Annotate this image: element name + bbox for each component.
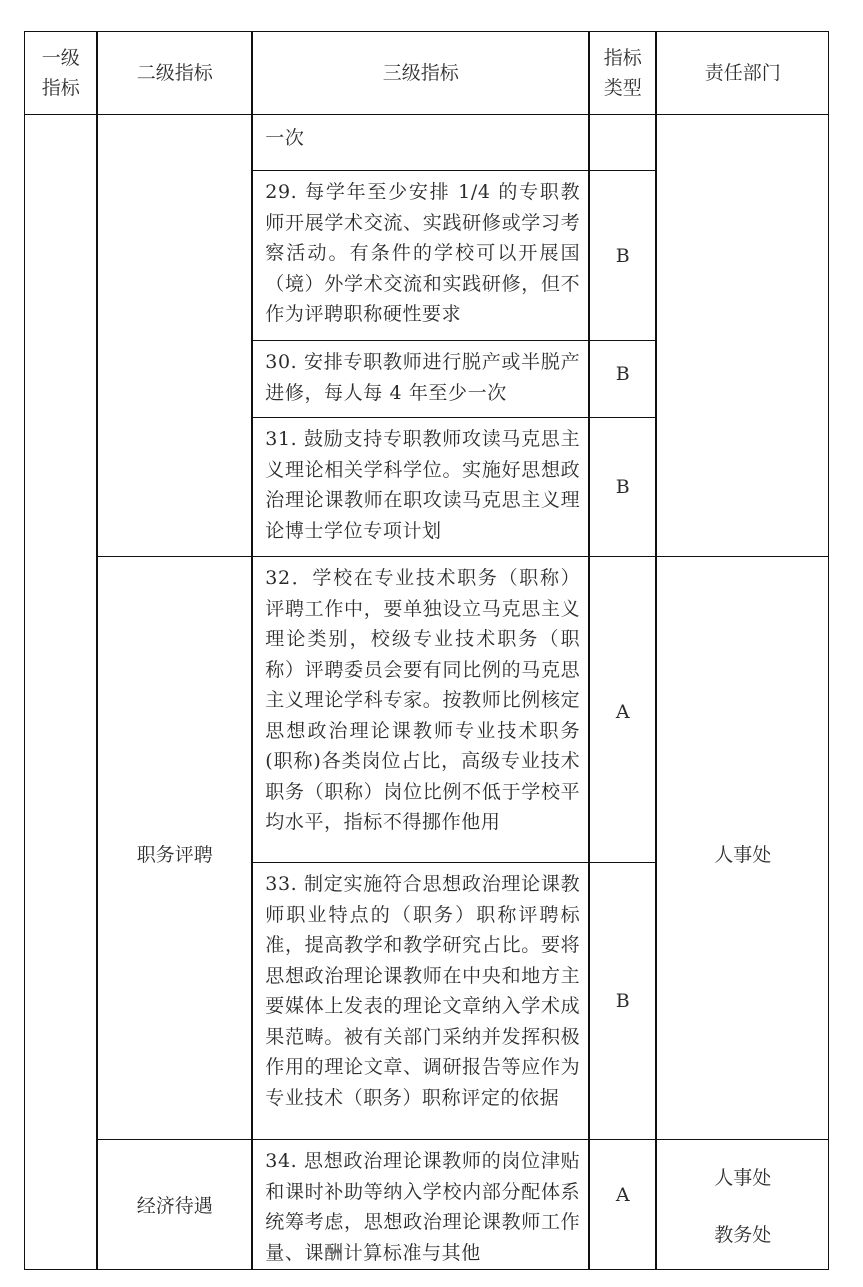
header-level1-line1: 一级 xyxy=(41,47,80,70)
level3-cell: 一次 xyxy=(252,114,589,171)
type-cell xyxy=(589,170,656,341)
dept-label: 人事处 xyxy=(714,844,772,867)
level2-label: 职务评聘 xyxy=(136,844,213,867)
level3-cell: 30. 安排专职教师进行脱产或半脱产进修，每人每 4 年至少一次 xyxy=(252,340,589,418)
level3-cell: 33. 制定实施符合思想政治理论课教师职业特点的（职务）职称评聘标准，提高教学和教学研究占比。要将思想政治理论课教师在中央和地方主要媒体上发表的理论文章纳入学术成果范畴。被有关部门采纳并发挥积极作用的理论文章、调研报告等应作为专业技术（职务）职称评定的依据 xyxy=(252,862,589,1140)
dept-label: 教务处 xyxy=(714,1223,772,1246)
type-badge: A xyxy=(615,1184,630,1207)
dept-cell-continued xyxy=(656,114,829,557)
header-level2-label: 二级指标 xyxy=(136,62,213,85)
level2-cell-continued xyxy=(97,114,252,557)
level3-cell: 29. 每学年至少安排 1/4 的专职教师开展学术交流、实践研修或学习考察活动。有条件的学校可以开展国（境）外学术交流和实践研修，但不作为评聘职称硬性要求 xyxy=(252,170,589,341)
type-cell xyxy=(589,862,656,1140)
header-type-line2: 类型 xyxy=(603,77,642,100)
type-cell xyxy=(589,556,656,863)
header-level3-label: 三级指标 xyxy=(382,62,459,85)
header-level2 xyxy=(97,31,252,115)
type-badge: B xyxy=(615,244,630,267)
type-cell xyxy=(589,114,656,171)
type-cell xyxy=(589,340,656,418)
dept-cell-multi xyxy=(656,1139,829,1270)
type-badge: B xyxy=(615,476,630,499)
dept-cell-renshichu xyxy=(656,556,829,1140)
header-type-line1: 指标 xyxy=(603,47,642,70)
level3-cell: 32．学校在专业技术职务（职称）评聘工作中，要单独设立马克思主义理论类别，校级专业技术职务（职称）评聘委员会要有同比例的马克思主义理论学科专家。按教师比例核定思想政治理论课教师专业技术职务(职称)各类岗位占比，高级专业技术职务（职称）岗位比例不低于学校平均水平，指标不得挪作他用 xyxy=(252,556,589,863)
indicator-table xyxy=(25,32,830,1271)
header-level1-line2: 指标 xyxy=(41,77,80,100)
level2-cell-jingjidaiyu xyxy=(97,1139,252,1270)
header-level3 xyxy=(252,31,589,115)
header-dept-label: 责任部门 xyxy=(704,62,781,85)
type-cell xyxy=(589,1139,656,1270)
type-badge: B xyxy=(615,363,630,386)
header-level1 xyxy=(24,31,97,115)
type-badge: A xyxy=(615,701,630,724)
type-cell xyxy=(589,417,656,557)
type-badge: B xyxy=(615,990,630,1013)
level2-label: 经济待遇 xyxy=(136,1195,213,1218)
level1-cell xyxy=(24,114,97,1270)
header-dept xyxy=(656,31,829,115)
dept-label: 人事处 xyxy=(714,1166,772,1189)
level3-cell: 31. 鼓励支持专职教师攻读马克思主义理论相关学科学位。实施好思想政治理论课教师在职攻读马克思主义理论博士学位专项计划 xyxy=(252,417,589,557)
level2-cell-zhiwupingpin xyxy=(97,556,252,1140)
header-type xyxy=(589,31,656,115)
level3-cell: 34. 思想政治理论课教师的岗位津贴和课时补助等纳入学校内部分配体系统筹考虑，思想政治理论课教师工作量、课酬计算标准与其他 xyxy=(252,1139,589,1270)
